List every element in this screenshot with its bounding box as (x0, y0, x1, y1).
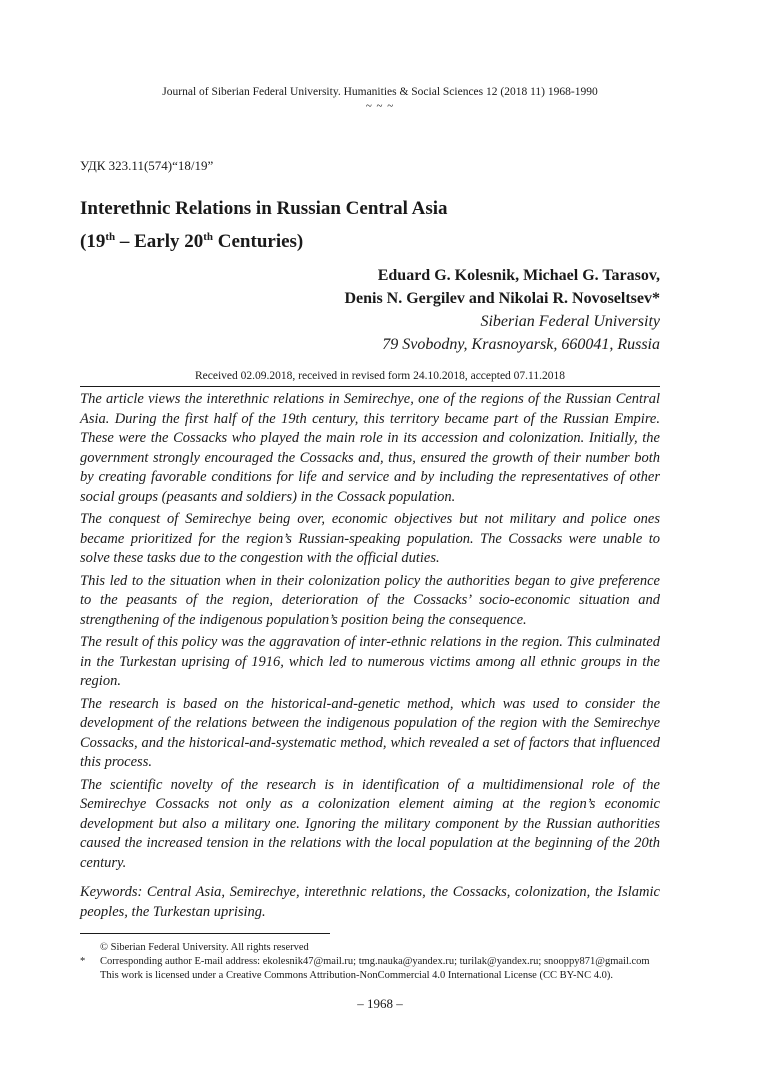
footnotes (80, 941, 680, 983)
abstract-paragraph: The conquest of Semirechye being over, economic objectives but not military and police ones became prioritized for the region’s Russian-speaking population. The Cossacks were unable to solve these tasks due to the congestion with the official duties. (80, 511, 660, 566)
header-separator: ~ ~ ~ (365, 100, 395, 112)
abstract-paragraph: The research is based on the historical-and-genetic method, which was used to consider the development of the relations between the indigenous population of the region with the Semirechye Cossacks, and the historical-and-systematic method, which revealed a set of factors that influenced this process. (80, 695, 660, 770)
title-superscript: th (203, 231, 214, 243)
title-line-2 (80, 225, 640, 258)
abstract-top-rule (80, 386, 660, 387)
author-names-line-1: Eduard G. Kolesnik, Michael G. Tarasov, (377, 267, 660, 284)
udc-code: УДК 323.11(574)“18/19” (80, 158, 214, 173)
page-number: – 1968 – (357, 996, 403, 1011)
corresponding-email-text: Corresponding author E-mail address: ekolesnik47@mail.ru; tmg.nauka@yandex.ru; turilak@yandex.ru; snooppy871@gmail.com (100, 956, 650, 967)
author-names-line-2: Denis N. Gergilev and Nikolai R. Novoseltsev* (344, 290, 660, 307)
abstract (80, 390, 660, 925)
title-part: – Early 20 (115, 231, 204, 252)
copyright-text: © Siberian Federal University. All rights reserved (100, 942, 309, 953)
title-superscript: th (105, 231, 116, 243)
footnote-rule (80, 933, 330, 934)
abstract-paragraph: The result of this policy was the aggravation of inter-ethnic relations in the region. This culminated in the Turkestan uprising of 1916, which led to numerous victims among all ethnic groups in the region. (80, 634, 660, 689)
title-part: (19 (80, 231, 106, 252)
received-dates: Received 02.09.2018, received in revised form 24.10.2018, accepted 07.11.2018 (194, 370, 566, 382)
abstract-paragraph: The scientific novelty of the research is in identification of a multidimensional role of the Semirechye Cossacks not only as a colonization element aiming at the region’s economic development but also a military one. Ignoring the military component by the Russian authorities caused the increased tension in the relations with the local population at the beginning of the 20th century. (80, 776, 660, 871)
author-block (160, 264, 660, 356)
keywords: Keywords: Central Asia, Semirechye, interethnic relations, the Cossacks, colonization, the Islamic peoples, the Turkestan uprising. (80, 884, 660, 920)
corresponding-author-note (80, 955, 680, 969)
title-part: Centuries) (213, 231, 304, 252)
abstract-paragraph: This led to the situation when in their colonization policy the authorities began to give preference to the peasants of the region, deterioration of the Cossacks’ socio-economic situation and strengthening of the indigenous population’s position being the consequence. (80, 572, 660, 628)
affiliation: Siberian Federal University (480, 313, 660, 330)
license-text: This work is licensed under a Creative Commons Attribution-NonCommercial 4.0 International License (CC BY-NC 4.0). (100, 970, 613, 981)
title-line-1: Interethnic Relations in Russian Central Asia (80, 198, 448, 219)
copyright-note (80, 941, 680, 955)
journal-header: Journal of Siberian Federal University. Humanities & Social Sciences 12 (2018 11) 1968-1990 (162, 86, 598, 98)
affiliation-address: 79 Svobodny, Krasnoyarsk, 660041, Russia (382, 336, 660, 353)
abstract-paragraph: The article views the interethnic relations in Semirechye, one of the regions of the Russian Central Asia. During the first half of the 19th century, this territory became part of the Russian Empire. These were the Cossacks who played the main role in its accession and colonization. Initially, the government strongly encouraged the Cossacks and, thus, ensured the growth of their number both by creating favorable conditions for life and service and by including the representatives of other social groups (peasants and soldiers) in the Cossack population. (80, 391, 660, 505)
article-title (80, 192, 640, 258)
footnote-star: * (80, 956, 86, 967)
license-note (80, 969, 680, 983)
